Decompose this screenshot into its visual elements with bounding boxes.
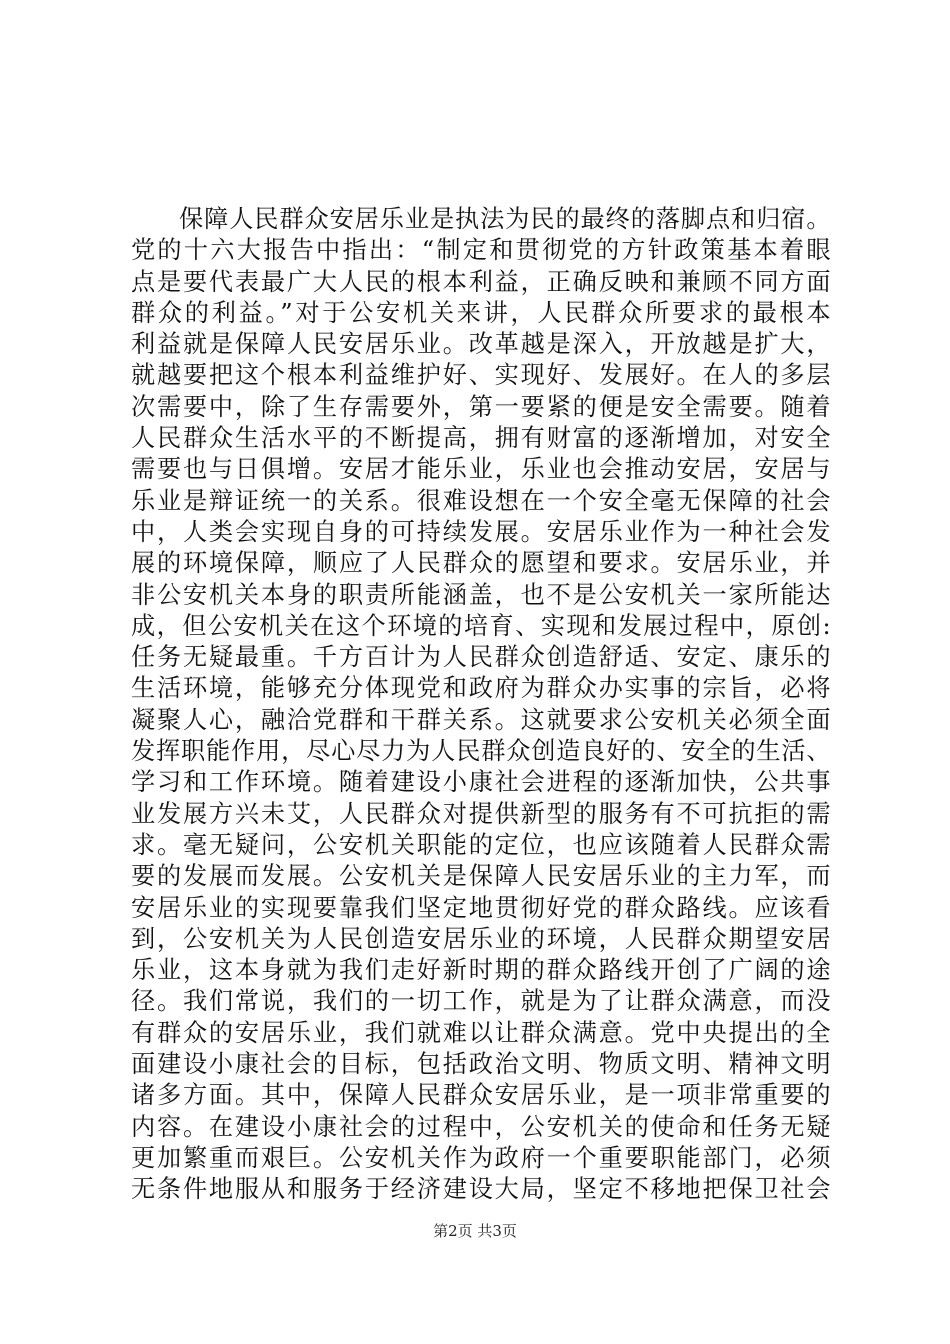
- text-line: 成，但公安机关在这个环境的培育、实现和发展过程中，原创:: [131, 611, 831, 640]
- text-line: 利益就是保障人民安居乐业。改革越是深入，开放越是扩大，: [131, 330, 831, 359]
- text-line: 学习和工作环境。随着建设小康社会进程的逐渐加快，公共事: [131, 768, 831, 797]
- text-line: 需要也与日俱增。安居才能乐业，乐业也会推动安居，安居与: [131, 455, 831, 484]
- text-line: 更加繁重而艰巨。公安机关作为政府一个重要职能部门，必须: [131, 1143, 831, 1172]
- body-paragraph: [131, 204, 831, 1206]
- text-line: 有群众的安居乐业，我们就难以让群众满意。党中央提出的全: [131, 1018, 831, 1047]
- text-line: 求。毫无疑问，公安机关职能的定位，也应该随着人民群众需: [131, 830, 831, 859]
- text-line: 面建设小康社会的目标，包括政治文明、物质文明、精神文明: [131, 1050, 831, 1079]
- text-line: 展的环境保障，顺应了人民群众的愿望和要求。安居乐业，并: [131, 549, 831, 578]
- text-line: 生活环境，能够充分体现党和政府为群众办实事的宗旨，必将: [131, 674, 831, 703]
- text-line: 乐业是辩证统一的关系。很难设想在一个安全毫无保障的社会: [131, 486, 831, 515]
- text-line: 发挥职能作用，尽心尽力为人民群众创造良好的、安全的生活、: [131, 737, 831, 766]
- text-line: 要的发展而发展。公安机关是保障人民安居乐业的主力军，而: [131, 862, 831, 891]
- text-line: 任务无疑最重。千方百计为人民群众创造舒适、安定、康乐的: [131, 643, 831, 672]
- text-line: 安居乐业的实现要靠我们坚定地贯彻好党的群众路线。应该看: [131, 893, 831, 922]
- text-line: 无条件地服从和服务于经济建设大局，坚定不移地把保卫社会: [131, 1175, 831, 1204]
- text-line: 保障人民群众安居乐业是执法为民的最终的落脚点和归宿。: [179, 205, 831, 233]
- text-line: 次需要中，除了生存需要外，第一要紧的便是安全需要。随着: [131, 392, 831, 421]
- text-line: 乐业，这本身就为我们走好新时期的群众路线开创了广阔的途: [131, 956, 831, 985]
- text-line: 到，公安机关为人民创造安居乐业的环境，人民群众期望安居: [131, 924, 831, 953]
- text-line: 内容。在建设小康社会的过程中，公安机关的使命和任务无疑: [131, 1112, 831, 1141]
- text-line: 非公安机关本身的职责所能涵盖，也不是公安机关一家所能达: [131, 580, 831, 609]
- text-line: 径。我们常说，我们的一切工作，就是为了让群众满意，而没: [131, 987, 831, 1016]
- text-line: 业发展方兴未艾，人民群众对提供新型的服务有不可抗拒的需: [131, 799, 831, 828]
- text-line: 就越要把这个根本利益维护好、实现好、发展好。在人的多层: [131, 361, 831, 390]
- text-line: 党的十六大报告中指出：“制定和贯彻党的方针政策基本着眼: [131, 236, 831, 265]
- text-line: 点是要代表最广大人民的根本利益，正确反映和兼顾不同方面: [131, 267, 831, 296]
- text-line: 中，人类会实现自身的可持续发展。安居乐业作为一种社会发: [131, 517, 831, 546]
- page-footer: 第2页 共3页: [433, 1222, 517, 1240]
- text-line: 诸多方面。其中，保障人民群众安居乐业，是一项非常重要的: [131, 1081, 831, 1110]
- text-line: 群众的利益。”对于公安机关来讲，人民群众所要求的最根本: [131, 298, 831, 327]
- text-line: 凝聚人心，融洽党群和干群关系。这就要求公安机关必须全面: [131, 705, 831, 734]
- text-line: 人民群众生活水平的不断提高，拥有财富的逐渐增加，对安全: [131, 424, 831, 453]
